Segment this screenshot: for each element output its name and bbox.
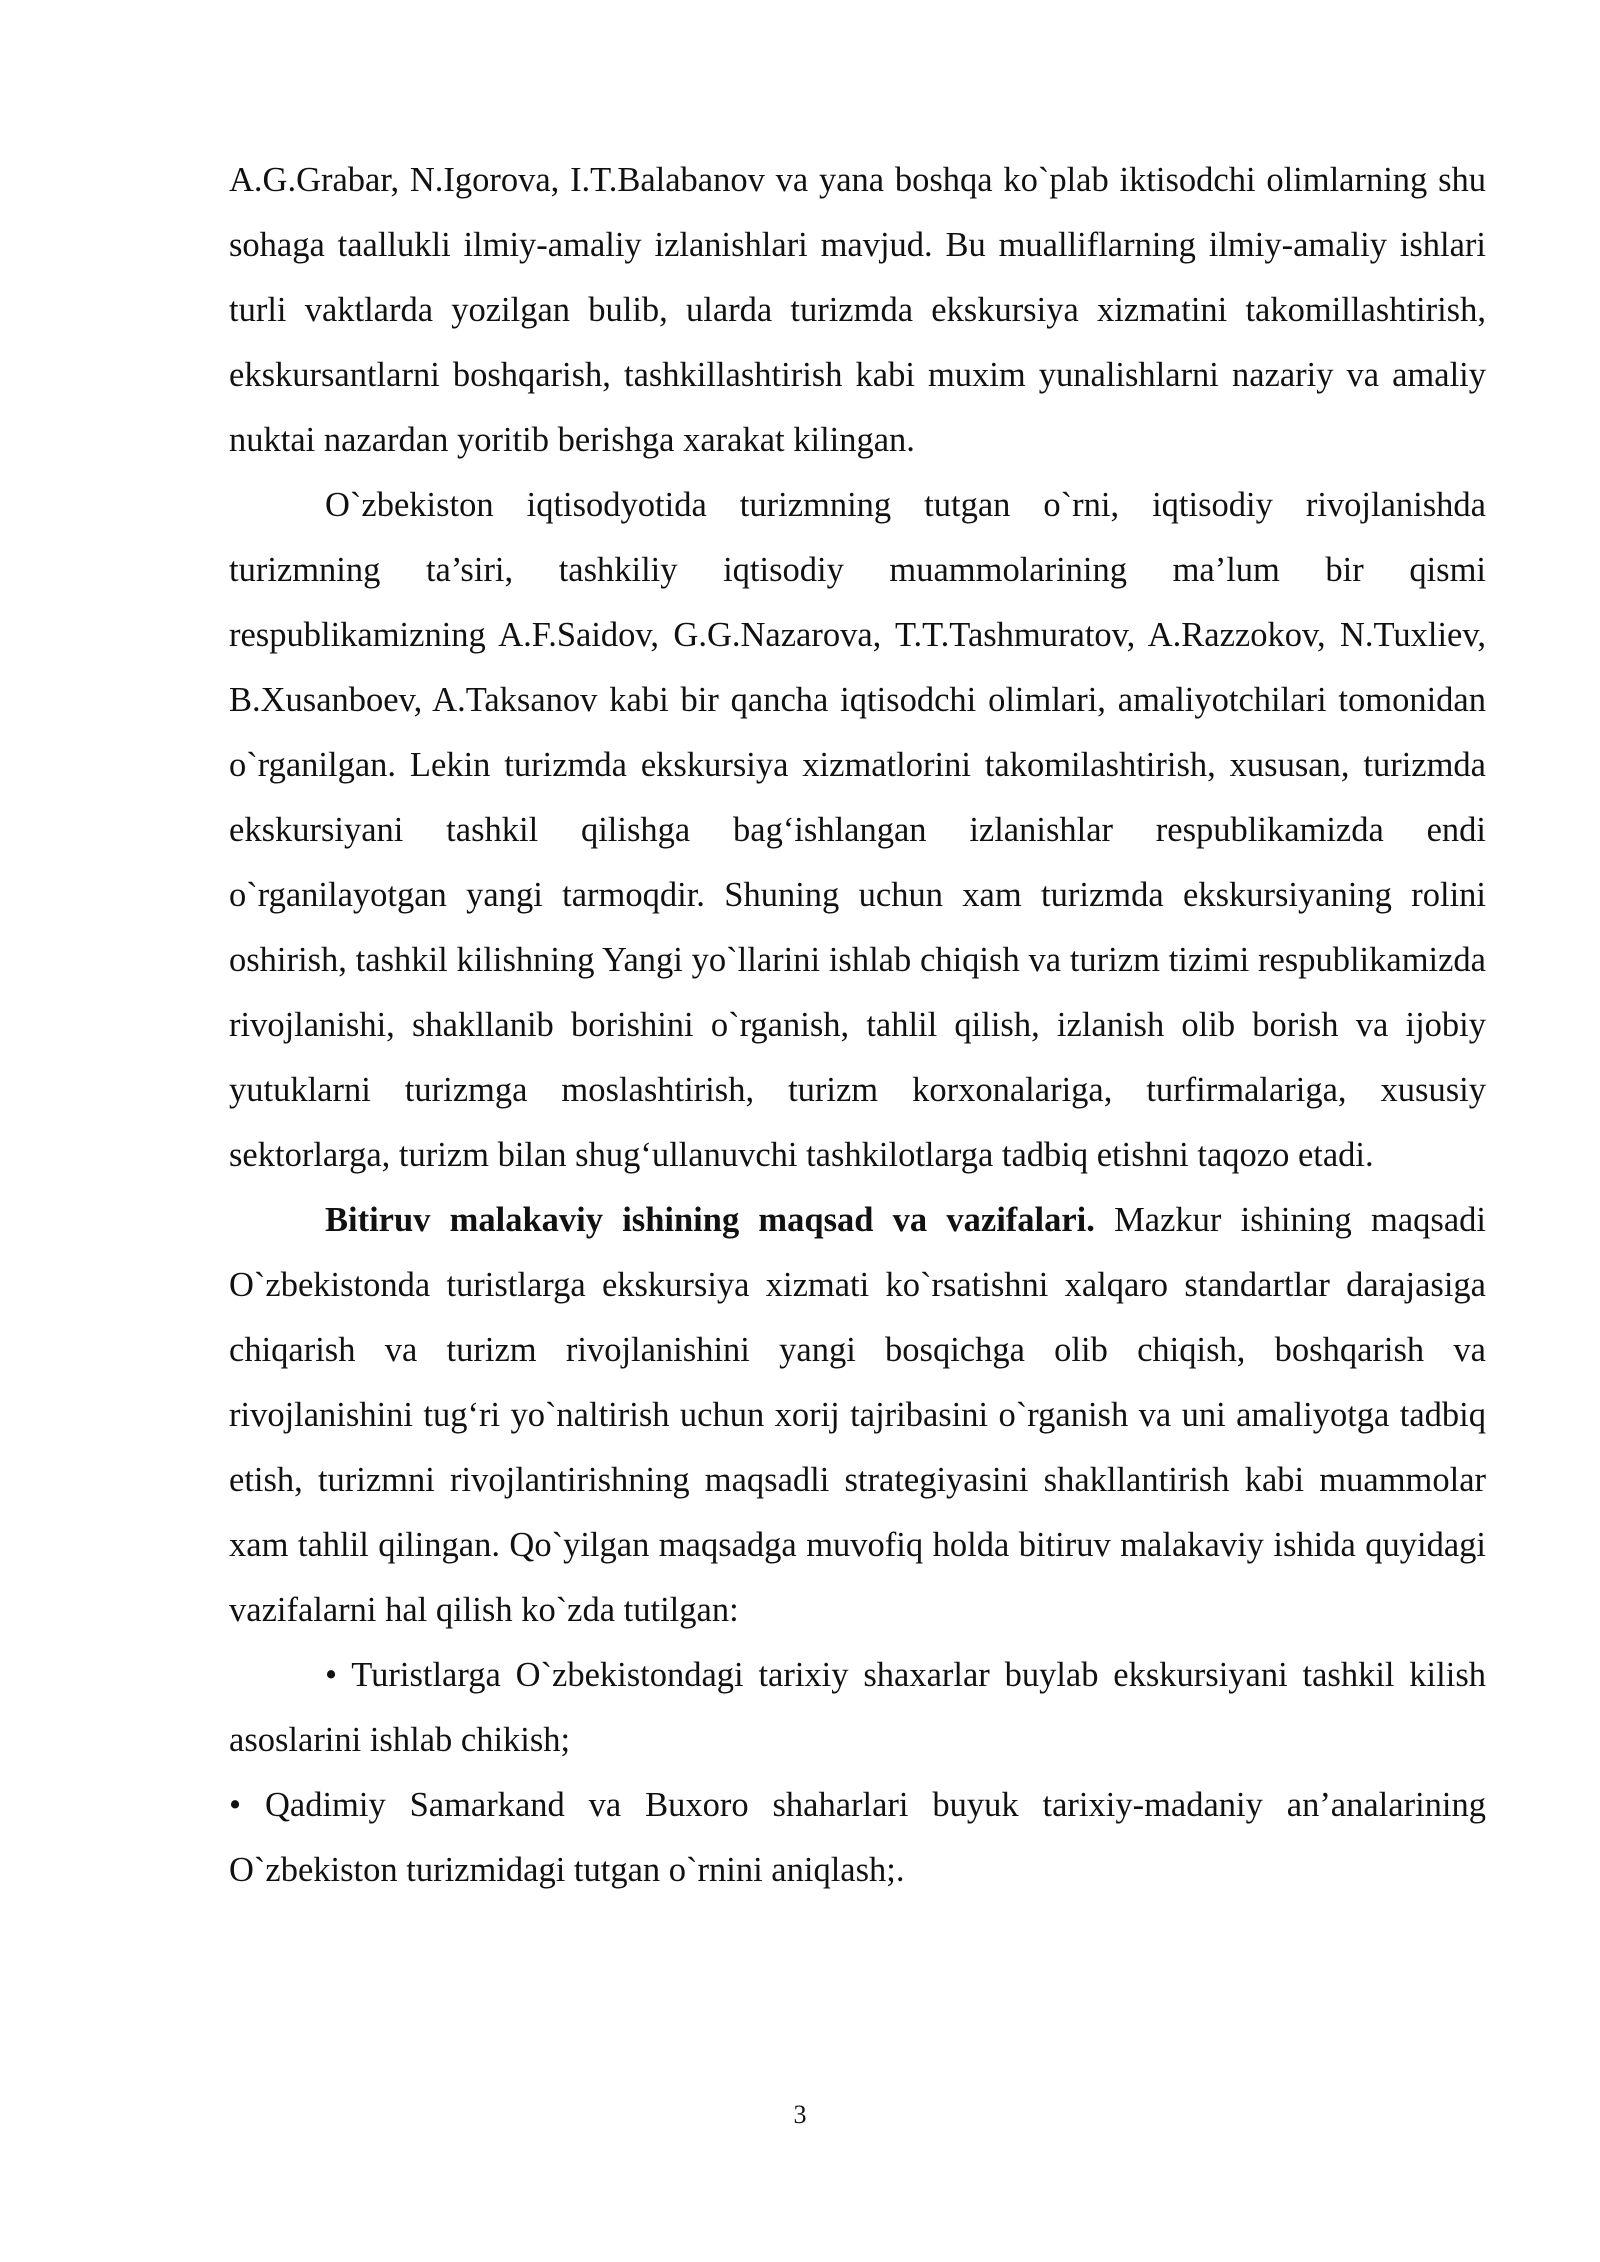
bullet-item-1: • Turistlarga O`zbekistondagi tarixiy shaxarlar buylab ekskursiyani tashkil kilish asoslarini ishlab chikish; — [229, 1656, 1486, 1759]
bullet-item-2: • Qadimiy Samarkand va Buxoro shaharlari buyuk tarixiy-madaniy an’analarining O`zbekiston turizmidagi tutgan o`rnini aniqlash;. — [229, 1786, 1486, 1889]
paragraph-uzbekistan-research: O`zbekiston iqtisodyotida turizmning tutgan o`rni, iqtisodiy rivojlanishda turizmning ta’siri, tashkiliy iqtisodiy muammolarining ma’lum bir qismi respublikamizning A.F.Saidov, G.G.Nazarova, T.T.Tashmuratov, A.Razzokov, N.Tuxliev, B.Xusanboev, A.Taksanov kabi bir qancha iqtisodchi olimlari, amaliyotchilari tomonidan o`rganilgan. Lekin turizmda ekskursiya xizmatlorini takomilashtirish, xususan, turizmda ekskursiyani tashkil qilishga bag‘ishlangan izlanishlar respublikamizda endi o`rganilayotgan yangi tarmoqdir. Shuning uchun xam turizmda ekskursiyaning rolini oshirish, tashkil kilishning Yangi yo`llarini ishlab chiqish va turizm tizimi respublikamizda rivojlanishi, shakllanib borishini o`rganish, tahlil qilish, izlanish olib borish va ijobiy yutuklarni turizmga moslashtirish, turizm korxonalariga, turfirmalariga, xususiy sektorlarga, turizm bilan shug‘ullanuvchi tashkilotlarga tadbiq etishni taqozo etadi. — [229, 486, 1486, 1174]
document-page — [229, 148, 1486, 1903]
section-heading-goals: Bitiruv malakaviy ishining maqsad va vazifalari. — [325, 1201, 1095, 1239]
paragraph-literature-review: A.G.Grabar, N.Igorova, I.T.Balabanov va yana boshqa ko`plab iktisodchi olimlarning shu sohaga taallukli ilmiy-amaliy izlanishlari mavjud. Bu mualliflarning ilmiy-amaliy ishlari turli vaktlarda yozilgan bulib, ularda turizmda ekskursiya xizmatini takomillashtirish, ekskursantlarni boshqarish, tashkillashtirish kabi muxim yunalishlarni nazariy va amaliy nuktai nazardan yoritib berishga xarakat kilingan. — [229, 161, 1486, 459]
paragraph-goals-body: Mazkur ishining maqsadi O`zbekistonda turistlarga ekskursiya xizmati ko`rsatishni xalqaro standartlar darajasiga chiqarish va turizm rivojlanishini yangi bosqichga olib chiqish, boshqarish va rivojlanishini tug‘ri yo`naltirish uchun xorij tajribasini o`rganish va uni amaliyotga tadbiq etish, turizmni rivojlantirishning maqsadli strategiyasini shakllantirish kabi muammolar xam tahlil qilingan. Qo`yilgan maqsadga muvofiq holda bitiruv malakaviy ishida quyidagi vazifalarni hal qilish ko`zda tutilgan: — [229, 1201, 1486, 1629]
paragraph-goals-and-tasks — [229, 1188, 1486, 1643]
page-number: 3 — [793, 2100, 807, 2129]
